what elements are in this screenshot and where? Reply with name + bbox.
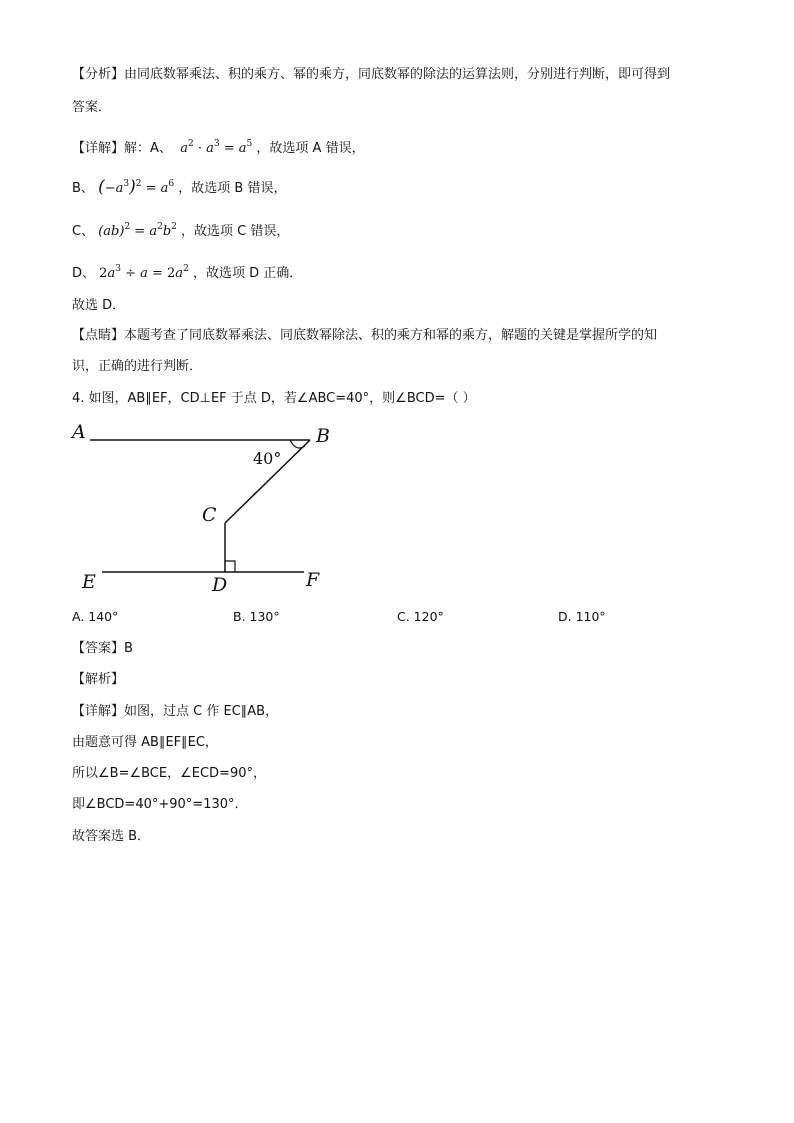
label-a: A (72, 421, 86, 443)
solution-step-2: 由题意可得 AB∥EF∥EC， (72, 735, 218, 750)
detail-option-d (72, 260, 302, 283)
comment-line-2: 识，正确的进行判断． (72, 359, 203, 374)
formula-a: $a^2 \cdot a^3 = a^5$ (180, 139, 253, 156)
analysis-heading: 【解析】 (72, 672, 125, 687)
geometry-figure (60, 420, 340, 600)
angle-label: 40° (253, 449, 282, 468)
label-c: C (202, 504, 217, 526)
label-e: E (82, 571, 96, 593)
formula-d: $2a^3 \div a = 2a^2$ (99, 264, 189, 281)
detail-d-prefix: D、 (72, 266, 96, 281)
label-d: D (212, 574, 228, 596)
solution-step-1: 【详解】如图，过点 C 作 EC∥AB， (72, 704, 279, 719)
detail-c-suffix: ，故选项 C 错误， (181, 224, 290, 239)
option-b: B. 130° (233, 609, 280, 624)
analysis-line-2: 答案． (72, 100, 112, 115)
detail-a-suffix: ，故选项 A 错误， (256, 141, 365, 156)
label-f: F (306, 569, 320, 591)
detail-b-suffix: ，故选项 B 错误， (178, 181, 287, 196)
right-angle-mark (225, 561, 235, 572)
option-d: D. 110° (558, 609, 606, 624)
option-c: C. 120° (397, 609, 444, 624)
detail-d-suffix: ，故选项 D 正确． (192, 266, 303, 281)
detail-option-a (72, 135, 365, 158)
formula-c: $(ab)^2 = a^2b^2$ (98, 222, 177, 239)
angle-arc (290, 440, 305, 448)
comment-line-1: 【点睛】本题考查了同底数幂乘法、同底数幂除法、积的乘方和幂的乘方，解题的关键是掌握所学的知 (72, 328, 658, 343)
detail-conclusion: 故选 D． (72, 298, 126, 313)
solution-step-3: 所以∠B=∠BCE，∠ECD=90°， (72, 766, 266, 781)
answer-line: 【答案】B (72, 641, 133, 656)
option-a: A. 140° (72, 609, 119, 624)
detail-option-c (72, 218, 289, 241)
analysis-line-1: 【分析】由同底数幂乘法、积的乘方、幂的乘方，同底数幂的除法的运算法则，分别进行判断，即可得到 (72, 67, 671, 82)
detail-b-prefix: B、 (72, 181, 94, 196)
detail-prefix: 【详解】解：A、 (72, 141, 172, 156)
question-text: 4. 如图，AB∥EF，CD⊥EF 于点 D，若∠ABC=40°，则∠BCD=（ ） (72, 391, 476, 406)
detail-option-b (72, 175, 286, 198)
detail-c-prefix: C、 (72, 224, 95, 239)
solution-step-5: 故答案选 B． (72, 829, 151, 844)
formula-b: $(-a^3)^2 = a^6$ (98, 177, 175, 197)
label-b: B (316, 425, 330, 447)
solution-step-4: 即∠BCD=40°+90°=130°． (72, 797, 248, 812)
